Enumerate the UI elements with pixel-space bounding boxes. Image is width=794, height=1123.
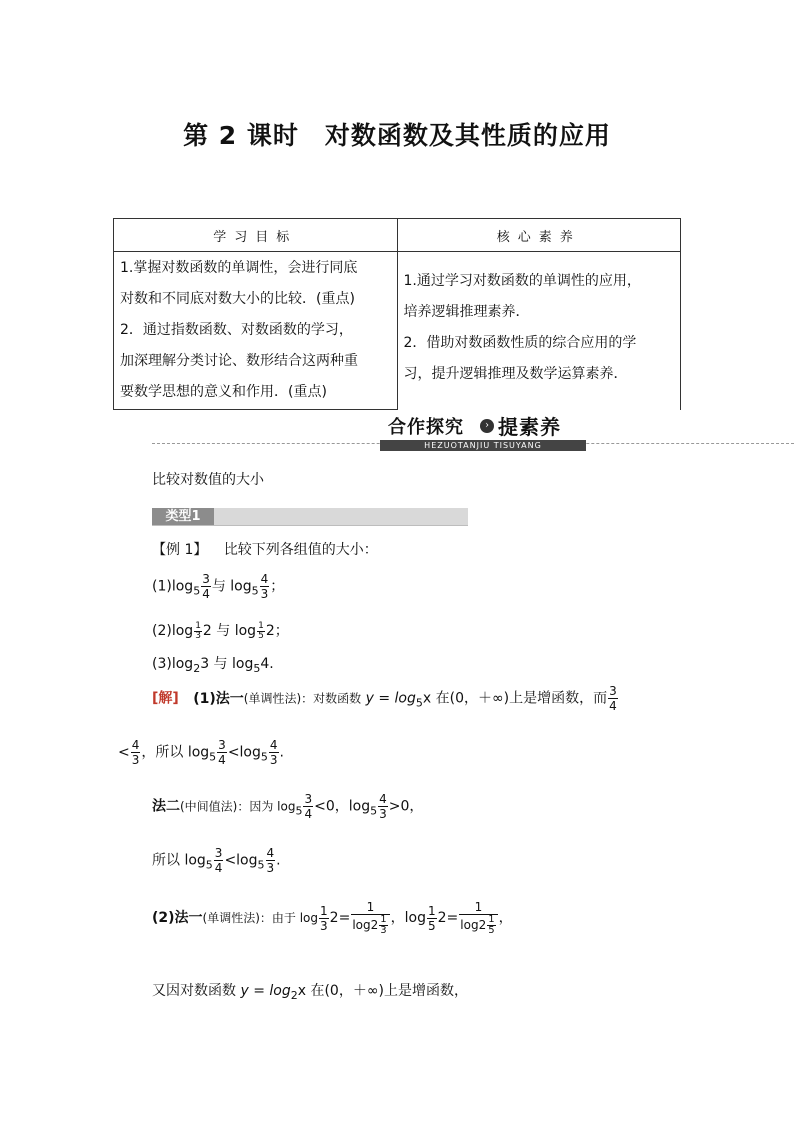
function-text: y = log xyxy=(240,983,291,999)
solution-text: >0， xyxy=(388,798,424,815)
denominator: 5 xyxy=(427,918,436,933)
denominator: 3 xyxy=(266,861,275,875)
numerator: 1 xyxy=(195,620,201,631)
solution-line-1 xyxy=(152,684,619,713)
section-heading: 比较对数值的大小 xyxy=(152,472,264,488)
numerator: 3 xyxy=(202,572,210,586)
denominator: 3 xyxy=(269,753,278,767)
method-label: 法二 xyxy=(152,798,180,815)
literacy-line: 培养逻辑推理素养． xyxy=(403,304,530,320)
log-text: log2 xyxy=(352,918,379,932)
log-base: 5 xyxy=(251,584,259,598)
numerator: 3 xyxy=(609,684,617,698)
denominator: 3 xyxy=(320,918,328,933)
numerator: 4 xyxy=(379,792,387,806)
log-base: 5 xyxy=(253,662,261,675)
solution-line-5: (2)法一(单调性法)：由于 log $\frac{1}{3}$ 2= 1 log2 $\frac{1}{3}$ ，log $\frac{1}{5}$ 2= 1 log2 $\frac{1}{5}$ ， xyxy=(152,900,513,936)
example-line xyxy=(152,539,378,559)
literacy-line: 2．借助对数函数性质的综合应用的学 xyxy=(403,335,637,351)
solution-text: <0，log xyxy=(314,798,371,815)
denominator: 4 xyxy=(218,753,226,767)
denominator: 3 xyxy=(131,753,140,767)
fraction xyxy=(351,900,389,936)
method-text: (单调性法)：由于 log xyxy=(202,911,319,925)
numerator: 4 xyxy=(260,572,269,586)
denominator: 4 xyxy=(214,861,223,875)
goal-line: 加深理解分类讨论、数形结合这两种重 xyxy=(120,353,358,369)
q2-end: 2； xyxy=(265,623,289,639)
literacy-line: 1.通过学习对数函数的单调性的应用， xyxy=(403,273,641,289)
solution-text: x 在(0，＋∞)上是增函数，而 xyxy=(422,690,608,707)
fraction xyxy=(257,622,265,641)
solution-line-4 xyxy=(152,846,281,875)
fraction xyxy=(378,792,388,821)
banner-subtitle: HEZUOTANJIU TISUYANG xyxy=(380,440,586,451)
solution-text: <log xyxy=(227,744,261,761)
numerator: 3 xyxy=(304,792,313,806)
solution-text: 又因对数函数 xyxy=(152,983,236,999)
example-prompt: 比较下列各组值的大小： xyxy=(223,542,378,558)
solution-text: 所以 log xyxy=(152,852,206,869)
method-label: (1)法一 xyxy=(193,690,244,707)
fraction xyxy=(303,792,313,821)
q3-prefix: (3)log xyxy=(152,656,194,672)
solution-line-2 xyxy=(118,738,284,767)
type-bar xyxy=(152,508,468,526)
log-base: 5 xyxy=(415,696,423,710)
function-text: y = log xyxy=(365,690,416,707)
example-label: 【例 1】 xyxy=(152,542,208,558)
numerator: 1 xyxy=(351,900,389,915)
solution-text: x 在(0，＋∞)上是增函数， xyxy=(297,983,468,999)
section-banner xyxy=(380,411,586,451)
denominator: 3 xyxy=(260,587,269,601)
log-base: 5 xyxy=(193,584,201,598)
goal-line: 2．通过指数函数、对数函数的学习， xyxy=(120,322,353,338)
question-3 xyxy=(152,653,274,675)
objectives-header-literacy: 核心素养 xyxy=(397,219,681,252)
page-title: 第 2 课时 对数函数及其性质的应用 xyxy=(183,121,611,150)
fraction xyxy=(379,915,387,936)
numerator: 3 xyxy=(218,738,226,752)
log-base: 5 xyxy=(260,750,268,764)
q1-mid: 与 log xyxy=(211,578,252,595)
lt-symbol: < xyxy=(118,744,130,761)
fraction xyxy=(194,622,202,641)
numerator: 1 xyxy=(459,900,497,915)
solution-label: [解] xyxy=(152,690,179,707)
method-label: (2)法一 xyxy=(152,910,203,926)
fraction xyxy=(266,846,276,875)
numerator: 1 xyxy=(427,903,436,918)
log-base: 5 xyxy=(370,804,378,818)
fraction xyxy=(487,915,495,936)
log-base: 5 xyxy=(295,804,303,818)
fraction xyxy=(427,904,437,933)
equals: = xyxy=(338,910,351,926)
numerator: 4 xyxy=(131,738,140,752)
log-base: 2 xyxy=(290,989,298,1002)
objectives-literacy-cell xyxy=(397,252,681,410)
solution-line-6 xyxy=(152,980,468,1002)
banner-title: 合作探究 xyxy=(388,417,464,438)
log-base: 2 xyxy=(193,662,201,675)
fraction xyxy=(260,572,270,601)
fraction xyxy=(319,904,329,933)
fraction xyxy=(459,900,497,936)
objectives-header-goals: 学习目标 xyxy=(114,219,398,252)
banner-emphasis: 提素养 xyxy=(498,415,561,439)
log-base: 5 xyxy=(209,750,217,764)
fraction xyxy=(131,738,141,767)
denominator: 4 xyxy=(202,587,210,601)
fraction xyxy=(608,684,618,713)
question-2 xyxy=(152,620,289,641)
method-text: (单调性法)：对数函数 xyxy=(243,691,362,706)
chevron-right-icon: › xyxy=(480,419,494,433)
denominator xyxy=(459,915,497,936)
literacy-line: 习，提升逻辑推理及数学运算素养． xyxy=(403,366,628,382)
fraction xyxy=(217,738,227,767)
denominator: 5 xyxy=(258,630,264,641)
q3-mid: 3 与 log xyxy=(200,656,254,672)
objectives-table xyxy=(113,218,681,410)
period: . xyxy=(279,744,284,761)
solution-text: <log xyxy=(224,852,258,869)
goal-line: 1.掌握对数函数的单调性，会进行同底 xyxy=(120,260,358,276)
solution-text: ，所以 log xyxy=(141,744,210,761)
goal-line: 要数学思想的意义和作用．(重点) xyxy=(120,384,327,400)
numerator: 1 xyxy=(258,620,264,631)
goal-line: 对数和不同底对数大小的比较．(重点) xyxy=(120,291,355,307)
period: . xyxy=(276,852,281,869)
type-label: 类型1 xyxy=(152,508,214,525)
numerator: 3 xyxy=(214,846,223,860)
denominator xyxy=(351,915,389,936)
question-1: $(1)\log_5$ $\frac{3}{4}$ 与 $\log_5$ $\frac{4}{3}$ ； xyxy=(152,572,285,601)
denominator: 5 xyxy=(488,925,495,936)
numerator: 4 xyxy=(266,846,275,860)
fraction xyxy=(214,846,224,875)
numerator: 1 xyxy=(380,914,387,925)
log-base: 5 xyxy=(205,858,213,872)
numerator: 4 xyxy=(269,738,278,752)
q1-prefix: (1)log xyxy=(152,578,194,595)
q2-mid: 2 与 log xyxy=(202,623,257,639)
method-text: (中间值法)：因为 log xyxy=(180,799,296,814)
denominator: 3 xyxy=(379,807,387,821)
denominator: 3 xyxy=(195,630,201,641)
q2-prefix: (2)log xyxy=(152,623,194,639)
q3-end: 4. xyxy=(260,656,274,672)
equals: = xyxy=(446,910,459,926)
numerator: 1 xyxy=(488,914,495,925)
solution-line-3 xyxy=(152,792,423,821)
numerator: 1 xyxy=(320,903,328,918)
solution-text: ，log xyxy=(390,910,426,926)
log-base: 5 xyxy=(257,858,265,872)
denominator: 4 xyxy=(609,699,617,713)
denominator: 4 xyxy=(304,807,313,821)
objectives-goals-cell xyxy=(114,252,398,410)
fraction xyxy=(269,738,279,767)
denominator: 3 xyxy=(380,925,387,936)
fraction xyxy=(201,572,211,601)
log-text: log2 xyxy=(460,918,487,932)
